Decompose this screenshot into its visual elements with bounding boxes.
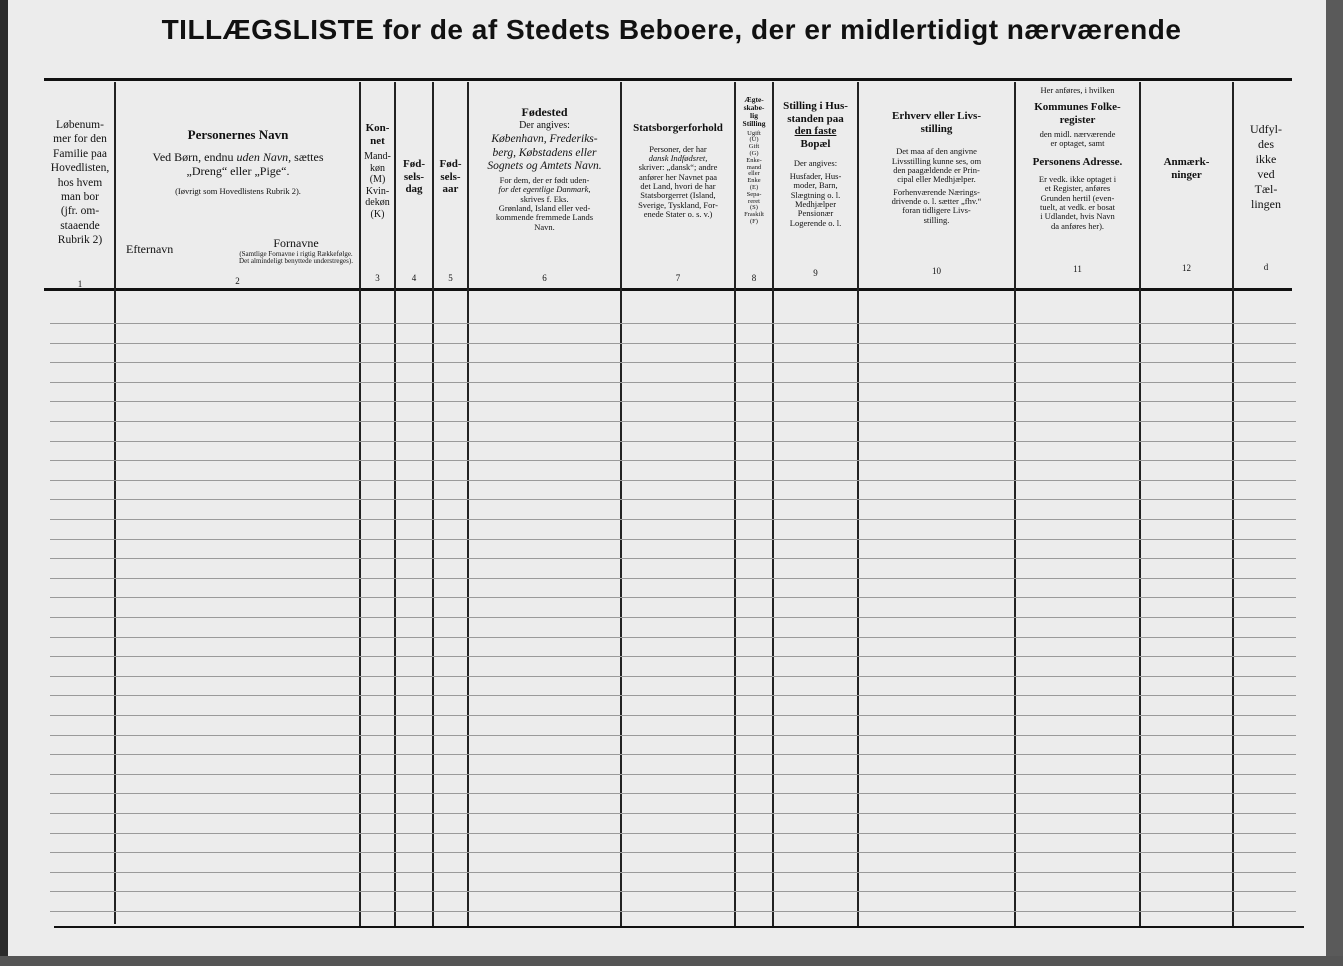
col-number: 3 [375,273,380,283]
col-number: 7 [675,273,681,283]
col2-text2: „Dreng“ eller „Pige“. [186,163,290,178]
col8-heading: skabe- [743,102,765,112]
col7-small: dansk Indfødsret, [648,152,708,163]
entry-line [50,872,1296,873]
col8-header [736,96,772,296]
col4-heading: Fød- [403,158,425,170]
col8-small: mand [746,163,762,171]
col5-heading: sels- [440,170,461,183]
col-number: 9 [813,268,818,278]
col8-small: Sepa- [746,190,762,198]
col9-small: Husfader, Hus- [789,170,842,181]
col1-line: hos hvem [57,176,103,189]
col1-line: staaende [60,219,100,232]
entry-line [50,421,1296,422]
col6-italic-line: København, Frederiks- [491,133,598,146]
col9-heading: den faste [794,125,837,138]
col1-line: (jfr. om- [60,205,100,218]
col11-small2: Er vedk. ikke optaget i [1038,173,1117,184]
col10-heading: Erhverv eller Livs- [892,110,981,122]
col-number: 8 [751,273,757,283]
col2-sub-left [126,243,206,259]
col9-sub: Der angives: [793,157,838,168]
col3-heading: net [370,134,385,147]
col11-header [1016,86,1139,286]
entry-line [50,813,1296,814]
table-bottom-rule [54,926,1304,928]
col10-small: cipal eller Medhjælper. [897,174,976,185]
col7-small: skriver: „dansk“; andre [638,162,718,173]
col8-small: (G) [749,149,759,157]
entry-line [50,735,1296,736]
col8-small: (U) [749,136,759,144]
col9-heading: Stilling i Hus- [783,100,848,112]
col8-small: (S) [750,204,758,212]
col8-small: (E) [749,184,759,191]
col-number: 12 [1182,263,1191,273]
col2-fornavne: Fornavne [273,237,319,250]
col2-fornavne-note: (Samtlige Fornavne i rigtig Rækkefølge. Det almindeligt benyttede understreges). [239,249,353,265]
col10-small: Livsstilling kunne ses, om [891,155,982,166]
col-number: 10 [932,266,941,276]
col7-small: anfører her Navnet paa [638,171,718,182]
col3-line: dekøn [365,197,390,209]
col3-line: køn [370,162,385,174]
entry-line [50,656,1296,657]
col12-header [1141,156,1232,356]
col8-small: Gift [748,143,760,151]
cold-line: Udfyl- [1250,122,1282,136]
col3-line: (M) [369,174,386,186]
col-number: 4 [411,273,417,283]
col4-heading: dag [405,183,423,196]
entry-line [50,578,1296,579]
col2-instruction [118,151,358,165]
col1-line: mer for den [53,133,107,146]
entry-line [50,676,1296,677]
col-number: 2 [235,276,240,286]
col2-note: (Iøvrigt som Hovedlistens Rubrik 2). [175,185,301,196]
col1-line: man bor [60,190,99,203]
col6-italic-line: berg, Købstadens eller [492,146,597,159]
col8-small: eller [748,170,760,178]
col8-small: (F) [750,218,758,226]
entry-line [50,715,1296,716]
col4-heading: sels- [403,170,425,183]
entry-line [50,401,1296,402]
col3-heading: Kon- [365,122,390,134]
col9-small: moder, Barn, [793,180,838,191]
entry-line [50,539,1296,540]
col8-small: Fraskilt [744,211,764,219]
col10-small: Forhenværende Nærings- [893,186,980,197]
entry-line [50,460,1296,461]
col9-small: Slægtning o. l. [790,189,841,200]
col6-small: for det egentlige Danmark, [498,184,591,195]
entry-line [50,382,1296,383]
col10-small: den paagældende er Prin- [893,164,980,175]
cold-header [1234,122,1298,322]
entry-line [50,441,1296,442]
col6-small: kommende fremmede Lands [495,212,594,223]
col-number: 1 [77,279,83,289]
col1-line: Løbenum- [56,119,104,131]
col5-heading: Fød- [439,158,462,170]
entry-line [50,617,1296,618]
form-title: TILLÆGSLISTE for de af Stedets Beboere, der er midlertidigt nærværende [161,14,1182,45]
col10-small: Det maa af den angivne [896,146,977,157]
col8-heading: Ægte- [744,96,764,104]
col2-sub-right [236,237,356,277]
col11-heading: register [1059,113,1096,126]
col11-heading2: Personens Adresse. [1032,156,1123,169]
col9-heading: Bopæl [800,137,831,150]
col12-heading: ninger [1171,168,1202,181]
entry-line [50,637,1296,638]
col5-header [434,158,467,358]
entry-line [50,891,1296,892]
entry-line [50,833,1296,834]
col1-line: Rubrik 2) [57,234,103,246]
col7-small: Personer, der har [649,143,707,154]
col11-pre: Her anføres, i hvilken [1040,86,1115,95]
col2-heading: Personernes Navn [187,128,289,142]
entry-line [50,519,1296,520]
col3-line: (K) [370,208,385,220]
col10-small: drivende o. l. sætter „fhv.“ [891,196,982,206]
col9-heading: standen paa [787,112,844,125]
entry-line [50,499,1296,500]
col3-line: Kvin- [365,185,390,197]
col3-line: Mand- [364,151,391,163]
col11-small: den midl. nærværende [1039,128,1116,139]
col6-small: For dem, der er født uden- [499,174,590,185]
col11-small2: et Register, anføres [1044,183,1111,194]
col11-small2: da anføres her). [1050,220,1105,231]
entry-line [50,480,1296,481]
col6-italic-line: Sognets og Amtets Navn. [487,159,602,172]
col8-heading: lig [750,110,758,120]
col6-sub: Der angives: [519,119,570,131]
col10-header [859,110,1014,310]
entry-line [50,695,1296,696]
entry-line [50,793,1296,794]
col10-small: foran tidligere Livs- [902,205,971,216]
col-number: d [1263,262,1269,272]
cold-line: Tæl- [1254,182,1278,196]
col2-text1: Ved Børn, endnu [152,149,234,164]
col8-small: Enke- [746,156,762,164]
col-number: 5 [448,273,453,283]
col9-small: Medhjælper [794,198,837,209]
col-divider [114,82,116,924]
entry-line [50,343,1296,344]
col-number: 6 [542,273,547,283]
col9-small: Logerende o. l. [789,217,842,228]
col-number: 11 [1073,264,1082,274]
entry-line [50,558,1296,559]
col1-line: Familie paa [53,147,107,160]
col8-small: Ugift [747,129,761,137]
header-top-rule [44,78,1292,81]
entry-line [50,597,1296,598]
col12-heading: Anmærk- [1163,156,1210,168]
col7-small: det Land, hvori de har [640,181,716,192]
col11-heading: Kommunes Folke- [1034,101,1121,114]
col7-header [622,122,734,322]
col7-small: enede Stater o. s. v.) [643,209,713,220]
col6-small: Navn. [534,221,555,232]
col7-small: Sverige, Tyskland, For- [638,199,718,210]
entry-line [50,754,1296,755]
col11-small2: Grunden hertil (even- [1040,192,1115,203]
col11-small2: tuelt, at vedk. er bosat [1039,201,1116,212]
cold-line: ikke [1255,152,1277,166]
entry-line [50,362,1296,363]
col6-small: Grønland, Island eller ved- [498,202,591,213]
col4-header [396,158,432,358]
col8-heading: Stilling [742,118,766,128]
col2-text1b: sættes [294,149,324,164]
col1-line: Hovedlisten, [50,162,110,175]
col9-small: Pensionær [797,208,834,219]
entry-line [50,774,1296,775]
col6-heading: Fødested [521,106,568,119]
entry-line [50,911,1296,912]
cold-line: ved [1257,167,1275,181]
col7-heading: Statsborgerforhold [633,122,723,134]
col2-text1-italic: uden Navn, [236,149,292,164]
cold-line: des [1258,137,1274,151]
entry-line [50,852,1296,853]
col8-small: Enke [747,177,761,185]
col6-small: skrives f. Eks. [520,193,569,204]
col8-small: reret [748,197,760,205]
col11-small: er optaget, samt [1050,137,1105,148]
col5-heading: aar [442,183,459,196]
col11-small2: i Udlandet, hvis Navn [1040,211,1115,222]
col10-small: stilling. [923,214,950,225]
cold-line: lingen [1251,197,1281,211]
col2-header [118,128,358,328]
col7-small: Statsborgerret (Island, [640,190,716,201]
col3-header [361,122,394,322]
col10-heading: stilling [920,122,953,135]
col2-efternavn: Efternavn [126,243,174,256]
